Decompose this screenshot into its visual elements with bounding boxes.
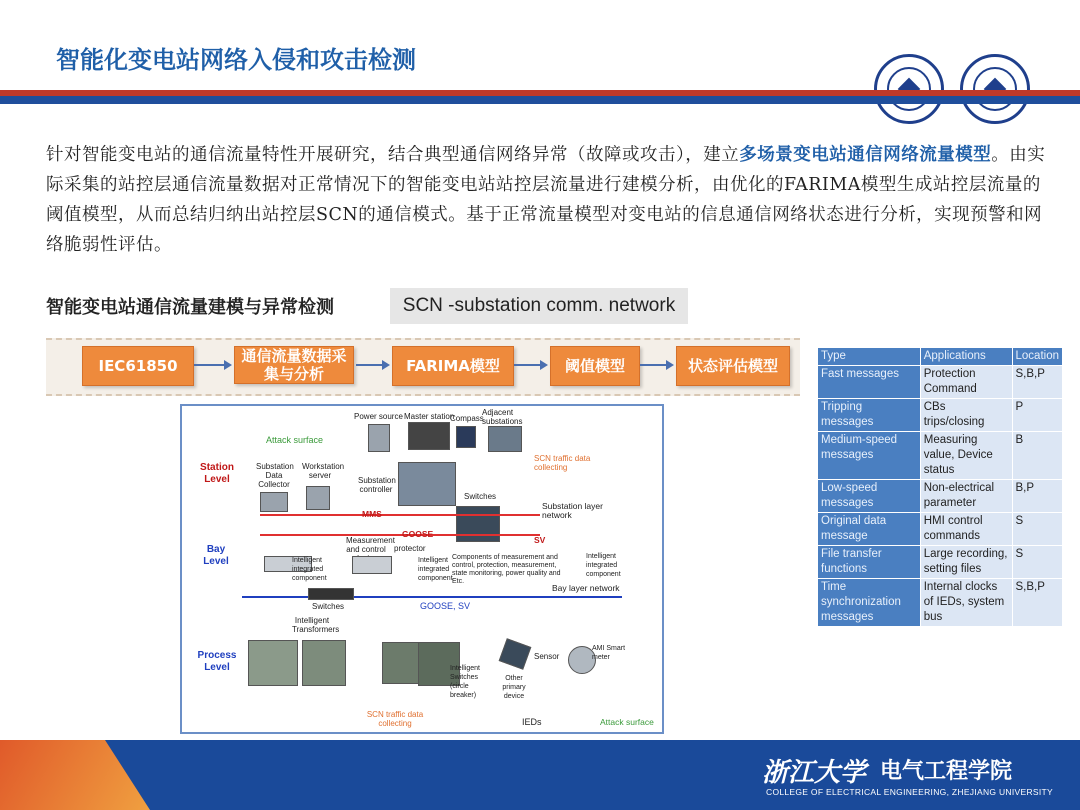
iic-label-1: Intelligent integrated component [292, 557, 327, 582]
adjacent-substations-label: Adjacent substations [482, 408, 523, 426]
mms-bus [260, 514, 540, 516]
int-switches-label: Intelligent Switches (circle breaker) [450, 665, 480, 699]
goose-label: GOOSE [402, 529, 434, 539]
goose-sv-label: GOOSE, SV [420, 601, 471, 611]
footer-bar [0, 740, 1080, 810]
station-level-label: Station Level [200, 462, 234, 485]
mms-label: MMS [362, 509, 382, 519]
flow-arrow [356, 364, 388, 366]
bay-component-2 [352, 556, 392, 574]
table-cell: Protection Command [920, 366, 1012, 399]
header-divider [0, 90, 1080, 104]
footer-college-english: COLLEGE OF ELECTRICAL ENGINEERING, ZHEJIANG UNIVERSITY [766, 787, 1053, 797]
substation-layer-label: Substation layer network [542, 501, 603, 520]
flow-step-iec61850: IEC61850 [82, 346, 194, 386]
switch-cabinet-device [456, 506, 500, 542]
table-header-row [818, 348, 1063, 366]
transformer-device-2 [302, 640, 346, 686]
table-row [818, 432, 1063, 480]
master-station-label: Master station [404, 412, 455, 421]
table-row [818, 366, 1063, 399]
scn-label: SCN -substation comm. network [390, 288, 688, 324]
header-applications: Applications [920, 348, 1012, 366]
power-source-device [368, 424, 390, 452]
table-row [818, 480, 1063, 513]
table-cell: File transfer functions [818, 546, 921, 579]
university-logo [874, 54, 944, 124]
table-cell: Medium-speed messages [818, 432, 921, 480]
header-location: Location [1012, 348, 1062, 366]
table-cell: Measuring value, Device status [920, 432, 1012, 480]
attack-surface-bottom-label: Attack surface [600, 717, 654, 727]
ieds-label: IEDs [522, 717, 542, 727]
section-heading: 智能变电站通信流量建模与异常检测 [46, 297, 334, 318]
table-cell: CBs trips/closing [920, 399, 1012, 432]
table-cell: Low-speed messages [818, 480, 921, 513]
transformer-device-1 [248, 640, 298, 686]
bay-switch-device [308, 588, 354, 600]
scn-collecting-bottom-label: SCN traffic data collecting [366, 710, 424, 728]
flow-step-threshold: 阈值模型 [550, 346, 640, 386]
table-cell: Fast messages [818, 366, 921, 399]
table-cell: Non-electrical parameter [920, 480, 1012, 513]
sv-label: SV [534, 535, 546, 545]
footer-college-name: 电气工程学院 [880, 759, 1013, 784]
smart-meter-label: AMI Smart meter [592, 645, 626, 661]
master-station-device [408, 422, 450, 450]
compass-label: Compass [450, 414, 484, 423]
bay-level-label: Bay Level [203, 544, 229, 567]
data-collector-device [260, 492, 288, 512]
workstation-label: Workstation server [302, 462, 345, 480]
page-title: 智能化变电站网络入侵和攻击检测 [56, 45, 416, 74]
intro-paragraph [46, 140, 1056, 260]
sensor-device [499, 638, 532, 669]
flow-arrow [640, 364, 672, 366]
table-cell: Time synchronization messages [818, 579, 921, 627]
intro-text-1: 针对智能变电站的通信流量特性开展研究，结合典型通信网络异常（故障或攻击），建立 [46, 145, 740, 165]
table-cell: Tripping messages [818, 399, 921, 432]
measure-device-label: Measurement and control [346, 536, 395, 554]
data-collector-label: Substation Data Collector [256, 462, 294, 489]
table-row [818, 546, 1063, 579]
table-row [818, 579, 1063, 627]
bay-layer-label: Bay layer network [552, 583, 620, 593]
switches-bottom-label: Switches [312, 602, 345, 611]
footer-wave-decoration [0, 740, 150, 810]
table-cell: S [1012, 513, 1062, 546]
iic-label-2: Intelligent integrated component [418, 557, 453, 582]
table-cell: B,P [1012, 480, 1062, 513]
scn-collecting-top-label: SCN traffic data collecting [534, 454, 591, 472]
intro-text-2: 。由实际采集的站控层通信流量数据对正常情况下的智能变电站站控层流量进行建模分析，由优化的FARIMA模型生成站控层流量的阈值模型，从而总结归纳出站控层SCN的通信模式。基于正常流量模型对变电站的信息通信网络状态进行分析，实现预警和网络脆弱性评估。 [46, 145, 1046, 255]
transformers-label: Intelligent Transformers [292, 616, 340, 634]
flow-step-assessment: 状态评估模型 [676, 346, 790, 386]
sensor-label: Sensor [534, 652, 560, 661]
process-level-label: Process Level [197, 650, 237, 673]
table-cell: HMI control commands [920, 513, 1012, 546]
table-row [818, 399, 1063, 432]
workstation-device [306, 486, 330, 510]
protector-label: protector [394, 544, 426, 553]
table-cell: S,B,P [1012, 579, 1062, 627]
adjacent-substation-device [488, 426, 522, 452]
flow-step-farima: FARIMA模型 [392, 346, 514, 386]
other-primary-label: Other primary device [502, 675, 526, 700]
goose-bus [260, 534, 540, 536]
table-cell: Original data message [818, 513, 921, 546]
bay-layer-bus [242, 596, 622, 598]
flow-arrow [194, 364, 230, 366]
substation-network-diagram [180, 404, 664, 734]
substation-controller-device [398, 462, 456, 506]
flow-arrow [514, 364, 546, 366]
compass-device [456, 426, 476, 448]
table-cell: B [1012, 432, 1062, 480]
header-type: Type [818, 348, 921, 366]
college-logo [960, 54, 1030, 124]
iic-label-3: Intelligent integrated component [586, 553, 621, 578]
traffic-type-table [817, 347, 1063, 627]
table-row [818, 513, 1063, 546]
table-cell: S [1012, 546, 1062, 579]
attack-surface-top-label: Attack surface [266, 435, 324, 445]
table-cell: Internal clocks of IEDs, system bus [920, 579, 1012, 627]
power-source-label: Power source [354, 412, 403, 421]
footer-school-name: 浙江大学 [762, 758, 867, 788]
components-label: Components of measurement and control, protection, measurement, state monitoring, power quality and Etc. [452, 554, 561, 585]
table-cell: P [1012, 399, 1062, 432]
flow-step-collection: 通信流量数据采集与分析 [234, 346, 354, 384]
switches-top-label: Switches [464, 492, 497, 501]
table-cell: Large recording, setting files [920, 546, 1012, 579]
table-cell: S,B,P [1012, 366, 1062, 399]
controller-label: Substation controller [358, 476, 396, 494]
intro-highlight: 多场景变电站通信网络流量模型 [739, 145, 992, 165]
